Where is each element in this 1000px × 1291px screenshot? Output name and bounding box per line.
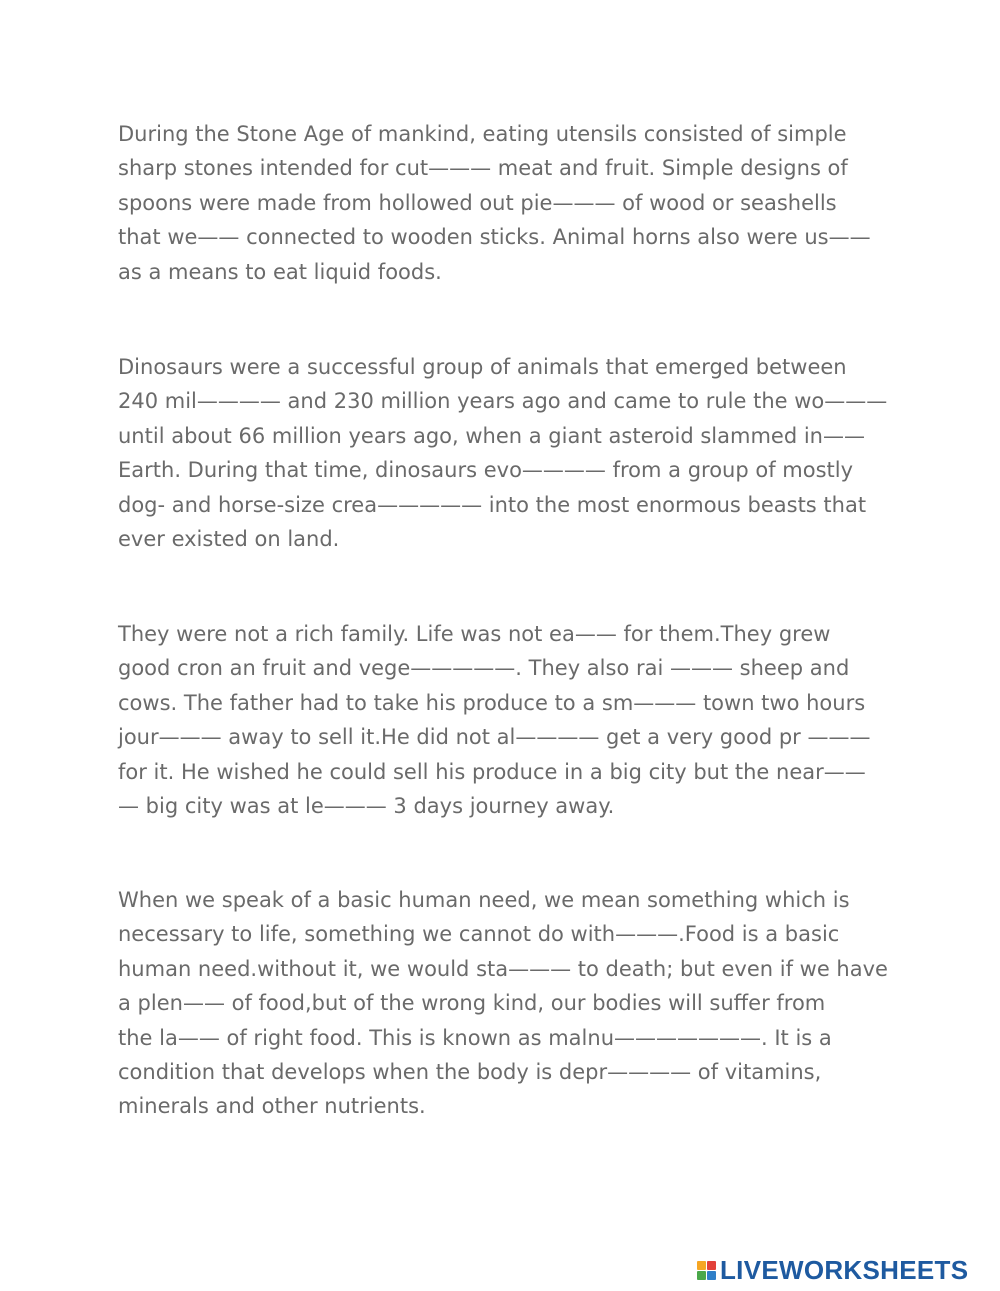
- text-line: — big city was at le——— 3 days journey away.: [118, 794, 615, 819]
- brand-name: LIVEWORKSHEETS: [720, 1254, 969, 1285]
- text-line: 240 mil———— and 230 million years ago and came to rule the wo———: [118, 389, 888, 414]
- text-line: a plen—— of food,but of the wrong kind, our bodies will suffer from: [118, 991, 826, 1016]
- paragraph-family: [118, 617, 888, 823]
- text-line: ever existed on land.: [118, 527, 340, 552]
- liveworksheets-logo-icon: [697, 1261, 716, 1280]
- text-line: Earth. During that time, dinosaurs evo———— from a group of mostly: [118, 458, 854, 483]
- text-line: as a means to eat liquid foods.: [118, 259, 442, 284]
- text-line: spoons were made from hollowed out pie——— of wood or seashells: [118, 190, 837, 215]
- liveworksheets-logo[interactable]: [697, 1255, 968, 1285]
- text-line: the la—— of right food. This is known as malnu———————. It is a: [118, 1025, 832, 1050]
- text-line: jour——— away to sell it.He did not al———— get a very good pr ———: [118, 725, 871, 750]
- paragraph-human-need: [118, 883, 888, 1124]
- text-line: dog- and horse-size crea————— into the most enormous beasts that: [118, 492, 867, 517]
- text-line: that we—— connected to wooden sticks. Animal horns also were us——: [118, 225, 871, 250]
- text-line: for it. He wished he could sell his produce in a big city but the near——: [118, 759, 866, 784]
- text-line: During the Stone Age of mankind, eating utensils consisted of simple: [118, 122, 847, 146]
- text-line: good cron an fruit and vege—————. They also rai ——— sheep and: [118, 656, 850, 681]
- text-line: They were not a rich family. Life was not ea—— for them.They grew: [118, 622, 831, 646]
- text-line: necessary to life, something we cannot do with———.Food is a basic: [118, 922, 840, 947]
- text-line: human need.without it, we would sta——— to death; but even if we have: [118, 956, 888, 981]
- text-line: When we speak of a basic human need, we mean something which is: [118, 888, 850, 912]
- text-line: minerals and other nutrients.: [118, 1094, 426, 1119]
- text-line: cows. The father had to take his produce to a sm——— town two hours: [118, 690, 866, 715]
- text-line: condition that develops when the body is depr———— of vitamins,: [118, 1060, 822, 1085]
- text-line: sharp stones intended for cut——— meat and fruit. Simple designs of: [118, 156, 848, 181]
- paragraph-stone-age: [118, 117, 888, 289]
- paragraph-dinosaurs: [118, 350, 888, 556]
- text-line: Dinosaurs were a successful group of animals that emerged between: [118, 355, 847, 379]
- text-line: until about 66 million years ago, when a giant asteroid slammed in——: [118, 423, 865, 448]
